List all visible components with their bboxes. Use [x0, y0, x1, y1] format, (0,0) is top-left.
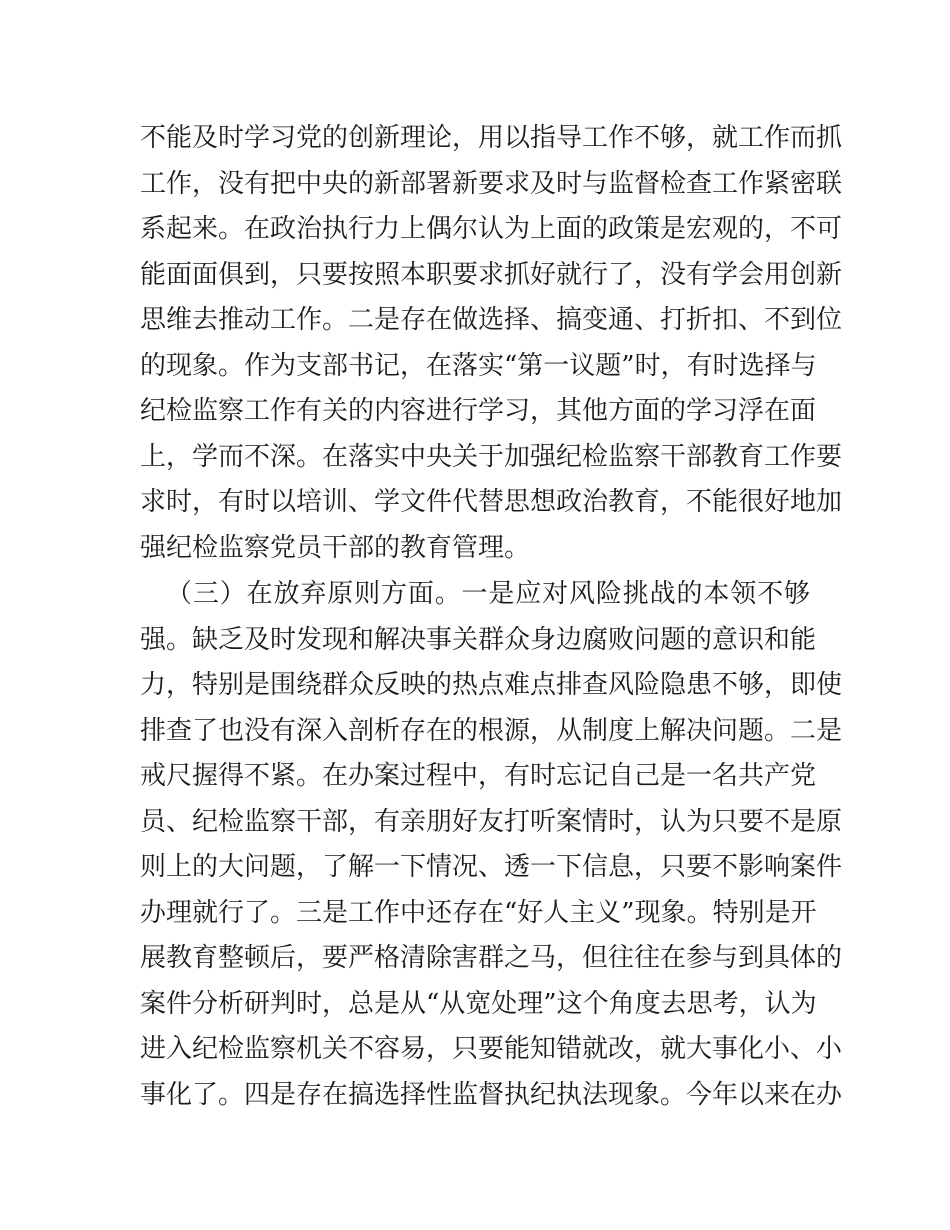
body-paragraph [140, 116, 843, 571]
section-heading-line: （三）在放弃原则方面。一是应对风险挑战的本领不够 [166, 579, 810, 609]
text-line: 思维去推动工作。二是存在做选择、搞变通、打折扣、不到位 [140, 305, 843, 335]
text-line: 事化了。四是存在搞选择性监督执纪执法现象。今年以来在办 [140, 1079, 843, 1110]
text-line: 则上的大问题，了解一下情况、透一下信息，只要不影响案件 [140, 852, 843, 882]
text-line: 不能及时学习党的创新理论，用以指导工作不够，就工作而抓 [140, 123, 843, 153]
text-line: 戒尺握得不紧。在办案过程中，有时忘记自己是一名共产党 [140, 761, 817, 791]
text-line: 能面面俱到，只要按照本职要求抓好就行了，没有学会用创新 [140, 259, 843, 290]
text-line: 上，学而不深。在落实中央关于加强纪检监察干部教育工作要 [140, 441, 843, 472]
text-line: 排查了也没有深入剖析存在的根源，从制度上解决问题。二是 [140, 715, 843, 746]
text-line: 力，特别是围绕群众反映的热点难点排查风险隐患不够，即使 [140, 670, 843, 700]
text-line: 办理就行了。三是工作中还存在“好人主义”现象。特别是开 [140, 897, 817, 928]
text-line: 系起来。在政治执行力上偶尔认为上面的政策是宏观的，不可 [140, 214, 843, 244]
text-line: 的现象。作为支部书记，在落实“第一议题”时，有时选择与 [140, 350, 817, 381]
text-line: 强。缺乏及时发现和解决事关群众身边腐败问题的意识和能 [140, 624, 817, 655]
text-line: 员、纪检监察干部，有亲朋好友打听案情时，认为只要不是原 [140, 806, 843, 837]
text-line: 工作，没有把中央的新部署新要求及时与监督检查工作紧密联 [140, 168, 843, 199]
text-line: 进入纪检监察机关不容易，只要能知错就改，就大事化小、小 [140, 1034, 843, 1064]
text-line: 纪检监察工作有关的内容进行学习，其他方面的学习浮在面 [140, 396, 817, 426]
text-line: 案件分析研判时，总是从“从宽处理”这个角度去思考，认为 [140, 988, 817, 1019]
section-paragraph [140, 572, 843, 1118]
text-line: 求时，有时以培训、学文件代替思想政治教育，不能很好地加 [140, 487, 843, 517]
text-line: 展教育整顿后，要严格清除害群之马，但往往在参与到具体的 [140, 943, 843, 973]
text-line: 强纪检监察党员干部的教育管理。 [140, 532, 531, 563]
